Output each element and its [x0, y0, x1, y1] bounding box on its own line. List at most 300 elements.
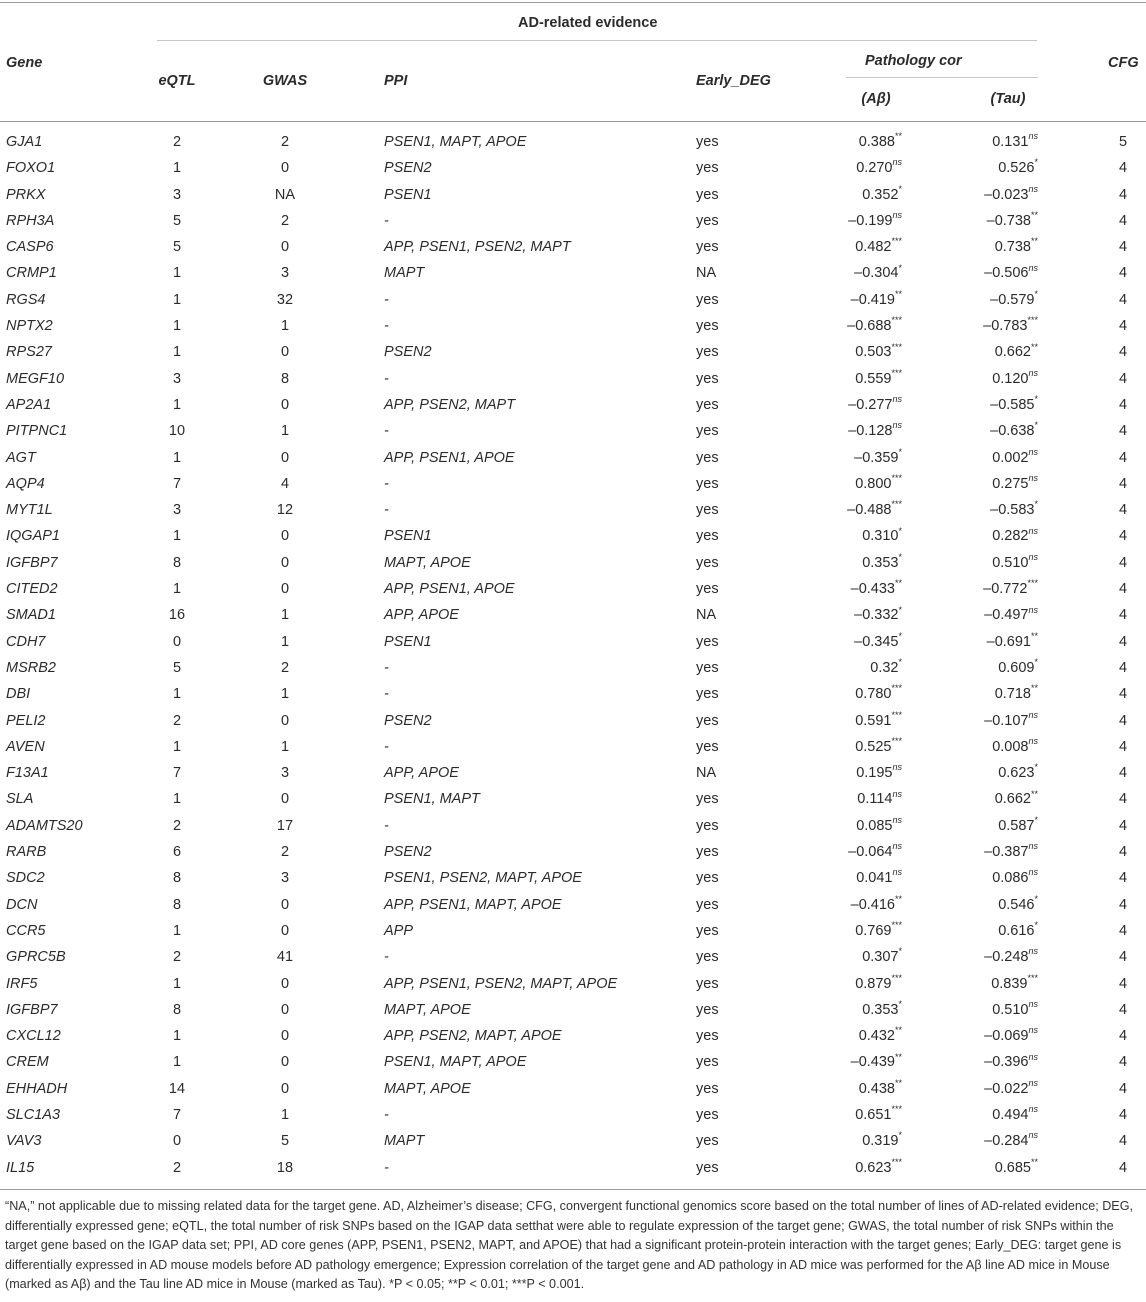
- table-row: [0, 918, 1146, 944]
- tau-cor-cell: [930, 471, 1038, 497]
- significance-mark: ns: [1028, 867, 1038, 878]
- gwas-cell: 0: [280, 449, 290, 466]
- eqtl-cell: 0: [172, 633, 182, 650]
- cor-value: –0.506: [984, 265, 1029, 282]
- cor-value: 0.482: [855, 239, 892, 256]
- tau-cor-cell: [930, 892, 1038, 918]
- tau-cor-cell: [930, 918, 1038, 944]
- cor-value: –0.199: [848, 212, 893, 229]
- header-cfg: CFG: [1108, 55, 1139, 71]
- cfg-cell: 4: [1118, 212, 1128, 229]
- cfg-cell: 4: [1118, 1001, 1128, 1018]
- header-ad-evidence: AD-related evidence: [518, 15, 658, 31]
- cfg-cell: 4: [1118, 633, 1128, 650]
- table-row: [0, 708, 1146, 734]
- table-row: [0, 944, 1146, 970]
- cfg-cell: 4: [1118, 265, 1128, 282]
- cor-value: 0.307: [862, 949, 899, 966]
- cor-value: 0.085: [856, 817, 893, 834]
- cor-value: 0.008: [992, 738, 1029, 755]
- cor-value: –0.579: [990, 291, 1035, 308]
- cor-value: 0.769: [855, 922, 892, 939]
- early-deg-cell: yes: [696, 1080, 719, 1097]
- table-row: [0, 997, 1146, 1023]
- gene-cell: EHHADH: [6, 1080, 68, 1097]
- significance-mark: ns: [1028, 473, 1038, 484]
- early-deg-cell: yes: [696, 396, 719, 413]
- gwas-cell: 1: [280, 686, 290, 703]
- early-deg-cell: yes: [696, 581, 719, 598]
- significance-mark: *: [898, 183, 902, 194]
- cfg-cell: 4: [1118, 817, 1128, 834]
- early-deg-cell: yes: [696, 502, 719, 519]
- ppi-cell: -: [384, 370, 389, 387]
- gwas-cell: 0: [280, 239, 290, 256]
- table-row: [0, 760, 1146, 786]
- ppi-cell: APP: [384, 922, 414, 939]
- eqtl-cell: 1: [172, 1054, 182, 1071]
- tau-cor-cell: [930, 865, 1038, 891]
- cfg-cell: 4: [1118, 1159, 1128, 1176]
- cor-value: 0.319: [862, 1133, 899, 1150]
- gene-cell: RGS4: [6, 291, 46, 308]
- cor-value: 0.275: [992, 475, 1029, 492]
- eqtl-cell: 5: [172, 212, 182, 229]
- significance-mark: *: [898, 604, 902, 615]
- table-bottom-rule: [0, 1189, 1146, 1190]
- gene-cell: IGFBP7: [6, 554, 58, 571]
- gwas-cell: 0: [280, 1028, 290, 1045]
- tau-cor-cell: [930, 576, 1038, 602]
- table-row: [0, 550, 1146, 576]
- tau-cor-cell: [930, 1155, 1038, 1181]
- early-deg-cell: NA: [696, 265, 717, 282]
- gene-cell: CXCL12: [6, 1028, 61, 1045]
- significance-mark: ***: [891, 683, 902, 694]
- cor-value: 0.616: [998, 922, 1035, 939]
- ppi-cell: -: [384, 318, 389, 335]
- cor-value: 0.609: [998, 659, 1035, 676]
- cfg-cell: 4: [1118, 791, 1128, 808]
- gwas-cell: 0: [280, 554, 290, 571]
- tau-cor-cell: [930, 366, 1038, 392]
- cfg-cell: 4: [1118, 686, 1128, 703]
- cfg-cell: 5: [1118, 134, 1128, 150]
- table-row: [0, 392, 1146, 418]
- ppi-cell: -: [384, 502, 389, 519]
- gene-cell: PITPNC1: [6, 423, 68, 440]
- significance-mark: **: [1030, 683, 1038, 694]
- early-deg-cell: yes: [696, 134, 719, 150]
- significance-mark: ***: [1027, 972, 1038, 983]
- gene-cell: CASP6: [6, 239, 54, 256]
- significance-mark: ***: [891, 341, 902, 352]
- cfg-cell: 4: [1118, 607, 1128, 624]
- cor-value: –0.783: [983, 318, 1028, 335]
- ppi-cell: -: [384, 686, 389, 703]
- cor-value: 0.086: [992, 870, 1029, 887]
- significance-mark: *: [898, 525, 902, 536]
- ppi-cell: MAPT, APOE: [384, 554, 471, 571]
- tau-cor-cell: [930, 1076, 1038, 1102]
- cor-value: –0.387: [984, 844, 1029, 861]
- cfg-cell: 4: [1118, 239, 1128, 256]
- abeta-cor-cell: [790, 1128, 902, 1154]
- eqtl-cell: 1: [172, 975, 182, 992]
- abeta-cor-cell: [790, 892, 902, 918]
- significance-mark: **: [894, 131, 902, 142]
- ppi-cell: -: [384, 475, 389, 492]
- ppi-cell: MAPT: [384, 1133, 425, 1150]
- cfg-cell: 4: [1118, 975, 1128, 992]
- ppi-cell: PSEN1, MAPT, APOE: [384, 1054, 527, 1071]
- significance-mark: ns: [1028, 367, 1038, 378]
- eqtl-cell: 2: [172, 134, 182, 150]
- ppi-cell: -: [384, 291, 389, 308]
- ppi-cell: PSEN1: [384, 633, 432, 650]
- cor-value: 0.503: [855, 344, 892, 361]
- eqtl-cell: 8: [172, 870, 182, 887]
- cfg-cell: 4: [1118, 370, 1128, 387]
- cor-value: 0.041: [856, 870, 893, 887]
- ppi-cell: PSEN1: [384, 528, 432, 545]
- eqtl-cell: 10: [168, 423, 186, 440]
- ppi-cell: -: [384, 949, 389, 966]
- cor-value: –0.638: [990, 423, 1035, 440]
- table-row: [0, 1076, 1146, 1102]
- table-row: [0, 602, 1146, 628]
- early-deg-cell: yes: [696, 344, 719, 361]
- tau-cor-cell: [930, 313, 1038, 339]
- gwas-cell: 0: [280, 1080, 290, 1097]
- ppi-cell: -: [384, 212, 389, 229]
- ppi-cell: APP, APOE: [384, 607, 459, 624]
- gene-cell: PELI2: [6, 712, 46, 729]
- gwas-cell: 0: [280, 160, 290, 177]
- significance-mark: *: [898, 657, 902, 668]
- gwas-cell: 3: [280, 765, 290, 782]
- gene-cell: SMAD1: [6, 607, 56, 624]
- table-row: [0, 287, 1146, 313]
- table-row: [0, 366, 1146, 392]
- gene-cell: IGFBP7: [6, 1001, 58, 1018]
- cfg-cell: 4: [1118, 186, 1128, 203]
- significance-mark: *: [1034, 499, 1038, 510]
- eqtl-cell: 2: [172, 1159, 182, 1176]
- ppi-cell: -: [384, 817, 389, 834]
- ppi-cell: -: [384, 659, 389, 676]
- abeta-cor-cell: [790, 234, 902, 260]
- early-deg-cell: yes: [696, 212, 719, 229]
- tau-cor-cell: [930, 655, 1038, 681]
- cor-value: –0.064: [848, 844, 893, 861]
- significance-mark: *: [898, 630, 902, 641]
- gwas-cell: 0: [280, 1001, 290, 1018]
- tau-cor-cell: [930, 629, 1038, 655]
- significance-mark: ns: [892, 841, 902, 852]
- gene-cell: DCN: [6, 896, 38, 913]
- gwas-cell: 1: [280, 738, 290, 755]
- cor-value: 0.352: [862, 186, 899, 203]
- significance-mark: ***: [891, 499, 902, 510]
- table-top-rule: [0, 2, 1146, 3]
- cor-value: –0.439: [850, 1054, 895, 1071]
- gwas-cell: 12: [276, 502, 294, 519]
- table-row: [0, 892, 1146, 918]
- table-row: [0, 786, 1146, 812]
- early-deg-cell: yes: [696, 318, 719, 335]
- significance-mark: ns: [1028, 604, 1038, 615]
- table-row: [0, 629, 1146, 655]
- early-deg-cell: yes: [696, 554, 719, 571]
- cor-value: –0.488: [847, 502, 892, 519]
- significance-mark: ***: [1027, 315, 1038, 326]
- tau-cor-cell: [930, 1023, 1038, 1049]
- gene-cell: IRF5: [6, 975, 38, 992]
- eqtl-cell: 1: [172, 686, 182, 703]
- table-row: [0, 813, 1146, 839]
- early-deg-cell: yes: [696, 239, 719, 256]
- cor-value: 0.282: [992, 528, 1029, 545]
- cor-value: 0.432: [858, 1028, 895, 1045]
- significance-mark: *: [898, 1130, 902, 1141]
- tau-cor-cell: [930, 392, 1038, 418]
- early-deg-cell: yes: [696, 659, 719, 676]
- abeta-cor-cell: [790, 313, 902, 339]
- tau-cor-cell: [930, 839, 1038, 865]
- early-deg-cell: yes: [696, 975, 719, 992]
- early-deg-cell: yes: [696, 370, 719, 387]
- abeta-cor-cell: [790, 971, 902, 997]
- significance-mark: *: [1034, 762, 1038, 773]
- eqtl-cell: 1: [172, 344, 182, 361]
- gene-cell: F13A1: [6, 765, 49, 782]
- abeta-cor-cell: [790, 260, 902, 286]
- eqtl-cell: 1: [172, 449, 182, 466]
- abeta-cor-cell: [790, 1076, 902, 1102]
- significance-mark: *: [1034, 157, 1038, 168]
- gwas-cell: 2: [280, 659, 290, 676]
- table-row: [0, 1049, 1146, 1075]
- gene-cell: MSRB2: [6, 659, 56, 676]
- tau-cor-cell: [930, 681, 1038, 707]
- gene-cell: DBI: [6, 686, 31, 703]
- early-deg-cell: yes: [696, 1106, 719, 1123]
- gwas-cell: 0: [280, 791, 290, 808]
- table-row: [0, 655, 1146, 681]
- cor-value: –0.433: [850, 581, 895, 598]
- eqtl-cell: 1: [172, 738, 182, 755]
- early-deg-cell: yes: [696, 949, 719, 966]
- tau-cor-cell: [930, 734, 1038, 760]
- gwas-cell: 1: [280, 633, 290, 650]
- cfg-cell: 4: [1118, 1133, 1128, 1150]
- abeta-cor-cell: [790, 602, 902, 628]
- significance-mark: ***: [891, 1104, 902, 1115]
- table-footnote: “NA,” not applicable due to missing related data for the target gene. AD, Alzheimer’s disease; CFG, convergent functional genomics score based on the total number of lines of AD-related evidence; DEG, differentially expressed gene; eQTL, the total number of risk SNPs based on the IGAP data setthat were able to regulate expression of the target gene; GWAS, the total number of risk SNPs within the target gene based on the IGAP data set; PPI, AD core genes (APP, PSEN1, PSEN2, MAPT, and APOE) that had a significant protein-protein interaction with the target genes; Early_DEG: target gene is differentially expressed in AD mouse models before AD pathology emergence; Expression correlation of the target gene and AD pathology in AD mice was performed for the Aβ line AD mice in Mouse (marked as Aβ) and the Tau line AD mice in Mouse (marked as Tau). *P < 0.05; **P < 0.01; ***P < 0.001.: [5, 1199, 1133, 1291]
- gene-cell: MEGF10: [6, 370, 65, 387]
- table-row: [0, 865, 1146, 891]
- table-row: [0, 182, 1146, 208]
- cor-value: 0.839: [991, 975, 1028, 992]
- gene-cell: VAV3: [6, 1133, 42, 1150]
- abeta-cor-cell: [790, 339, 902, 365]
- eqtl-cell: 3: [172, 370, 182, 387]
- gwas-cell: 3: [280, 870, 290, 887]
- abeta-cor-cell: [790, 629, 902, 655]
- significance-mark: ns: [1028, 946, 1038, 957]
- ppi-cell: MAPT, APOE: [384, 1001, 471, 1018]
- gene-cell: GPRC5B: [6, 949, 66, 966]
- cor-value: –0.691: [986, 633, 1031, 650]
- ppi-cell: PSEN1, PSEN2, MAPT, APOE: [384, 870, 582, 887]
- eqtl-cell: 16: [168, 607, 186, 624]
- cfg-cell: 4: [1118, 554, 1128, 571]
- tau-cor-cell: [930, 523, 1038, 549]
- table-row: [0, 1023, 1146, 1049]
- cfg-cell: 4: [1118, 949, 1128, 966]
- tau-cor-cell: [930, 1102, 1038, 1128]
- abeta-cor-cell: [790, 523, 902, 549]
- cfg-cell: 4: [1118, 659, 1128, 676]
- cor-value: –0.332: [854, 607, 899, 624]
- ppi-cell: -: [384, 1106, 389, 1123]
- significance-mark: ns: [1028, 551, 1038, 562]
- abeta-cor-cell: [790, 681, 902, 707]
- eqtl-cell: 1: [172, 581, 182, 598]
- cor-value: 0.525: [855, 738, 892, 755]
- table-row: [0, 155, 1146, 181]
- significance-mark: *: [1034, 893, 1038, 904]
- cor-value: 0.002: [992, 449, 1029, 466]
- cfg-cell: 4: [1118, 896, 1128, 913]
- tau-cor-cell: [930, 129, 1038, 155]
- significance-mark: **: [1030, 1156, 1038, 1167]
- early-deg-cell: yes: [696, 449, 719, 466]
- cfg-cell: 4: [1118, 1080, 1128, 1097]
- ppi-cell: APP, PSEN1, APOE: [384, 581, 515, 598]
- significance-mark: ns: [892, 788, 902, 799]
- abeta-cor-cell: [790, 655, 902, 681]
- abeta-cor-cell: [790, 497, 902, 523]
- abeta-cor-cell: [790, 865, 902, 891]
- significance-mark: **: [894, 1025, 902, 1036]
- significance-mark: **: [894, 893, 902, 904]
- tau-cor-cell: [930, 260, 1038, 286]
- abeta-cor-cell: [790, 471, 902, 497]
- abeta-cor-cell: [790, 129, 902, 155]
- gwas-cell: 0: [280, 1054, 290, 1071]
- gene-cell: CRMP1: [6, 265, 57, 282]
- cor-value: 0.510: [992, 1001, 1029, 1018]
- cfg-cell: 4: [1118, 423, 1128, 440]
- significance-mark: **: [1030, 341, 1038, 352]
- gene-cell: AQP4: [6, 475, 45, 492]
- eqtl-cell: 1: [172, 160, 182, 177]
- eqtl-cell: 1: [172, 791, 182, 808]
- ppi-cell: PSEN2: [384, 844, 432, 861]
- early-deg-cell: yes: [696, 738, 719, 755]
- eqtl-cell: 0: [172, 1133, 182, 1150]
- abeta-cor-cell: [790, 287, 902, 313]
- gene-cell: SDC2: [6, 870, 45, 887]
- early-deg-cell: yes: [696, 922, 719, 939]
- tau-cor-cell: [930, 971, 1038, 997]
- tau-cor-cell: [930, 445, 1038, 471]
- early-deg-cell: yes: [696, 1159, 719, 1176]
- eqtl-cell: 2: [172, 712, 182, 729]
- gene-cell: PRKX: [6, 186, 46, 203]
- significance-mark: **: [1030, 210, 1038, 221]
- eqtl-cell: 2: [172, 817, 182, 834]
- ppi-cell: PSEN1: [384, 186, 432, 203]
- cor-value: 0.623: [998, 765, 1035, 782]
- early-deg-cell: yes: [696, 712, 719, 729]
- table-row: [0, 129, 1146, 155]
- significance-mark: *: [898, 946, 902, 957]
- cor-value: 0.388: [858, 134, 895, 150]
- gene-cell: RPS27: [6, 344, 52, 361]
- early-deg-cell: yes: [696, 633, 719, 650]
- significance-mark: ns: [892, 814, 902, 825]
- significance-mark: **: [894, 1077, 902, 1088]
- gwas-cell: 8: [280, 370, 290, 387]
- gene-cell: CCR5: [6, 922, 46, 939]
- ppi-cell: APP, PSEN2, MAPT: [384, 396, 516, 413]
- table-row: [0, 471, 1146, 497]
- ppi-cell: -: [384, 738, 389, 755]
- gwas-cell: 0: [280, 922, 290, 939]
- significance-mark: ns: [1028, 736, 1038, 746]
- gwas-cell: 3: [280, 265, 290, 282]
- eqtl-cell: 1: [172, 1028, 182, 1045]
- tau-cor-cell: [930, 708, 1038, 734]
- cor-value: –0.585: [990, 396, 1035, 413]
- gwas-cell: 1: [280, 1106, 290, 1123]
- early-deg-cell: yes: [696, 844, 719, 861]
- gwas-cell: 0: [280, 528, 290, 545]
- tau-cor-cell: [930, 155, 1038, 181]
- table-row: [0, 208, 1146, 234]
- tau-cor-cell: [930, 287, 1038, 313]
- significance-mark: ns: [1028, 131, 1038, 142]
- tau-cor-cell: [930, 550, 1038, 576]
- significance-mark: ***: [1027, 578, 1038, 589]
- gene-cell: IQGAP1: [6, 528, 60, 545]
- significance-mark: ns: [1028, 998, 1038, 1009]
- significance-mark: **: [894, 578, 902, 589]
- gene-cell: NPTX2: [6, 318, 53, 335]
- tau-cor-cell: [930, 1049, 1038, 1075]
- early-deg-cell: yes: [696, 1054, 719, 1071]
- cor-value: 0.879: [855, 975, 892, 992]
- significance-mark: ns: [892, 394, 902, 405]
- significance-mark: ***: [891, 473, 902, 484]
- tau-cor-cell: [930, 208, 1038, 234]
- table-row: [0, 576, 1146, 602]
- table-body: [0, 129, 1146, 1181]
- abeta-cor-cell: [790, 1023, 902, 1049]
- significance-mark: ns: [892, 420, 902, 431]
- table-row: [0, 971, 1146, 997]
- significance-mark: *: [1034, 814, 1038, 825]
- cor-value: 0.120: [992, 370, 1029, 387]
- cor-value: –0.359: [854, 449, 899, 466]
- significance-mark: **: [894, 288, 902, 299]
- significance-mark: *: [898, 446, 902, 457]
- gene-cell: MYT1L: [6, 502, 53, 519]
- early-deg-cell: yes: [696, 870, 719, 887]
